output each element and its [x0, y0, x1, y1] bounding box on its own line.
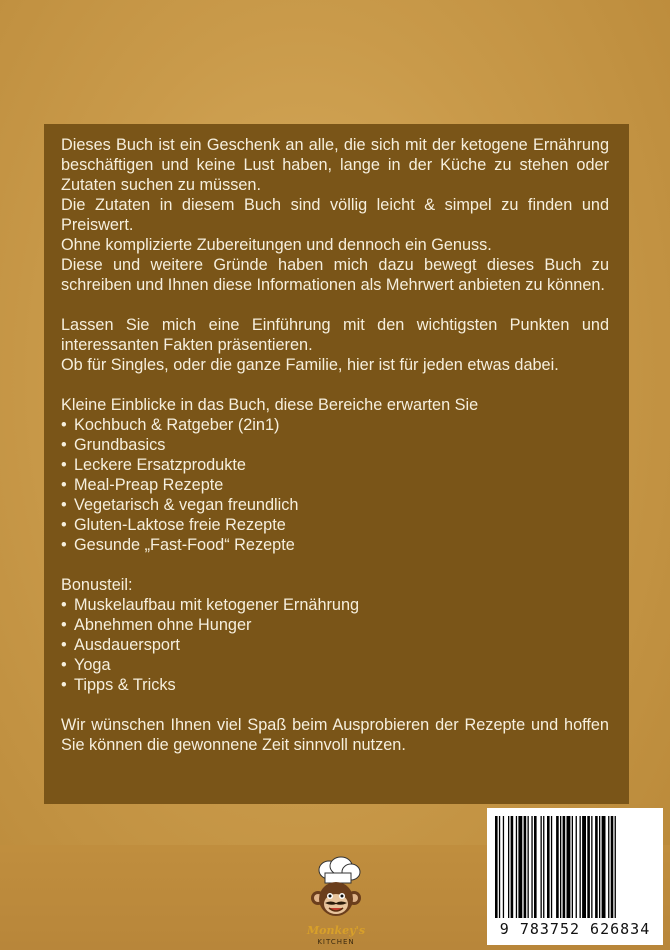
list-item: • Muskelaufbau mit ketogener Ernährung	[61, 596, 360, 614]
bonus-list	[61, 595, 609, 695]
bullet-icon: •	[61, 536, 67, 554]
back-cover-text	[61, 135, 609, 755]
intro-paragraph-4: Diese und weitere Gründe haben mich dazu bewegt dieses Buch zu schreiben und Ihnen diese Informationen als Mehrwert anbieten zu können.	[61, 256, 609, 294]
contents-heading: Kleine Einblicke in das Buch, diese Bereiche erwarten Sie	[61, 396, 479, 414]
list-item: • Tipps & Tricks	[61, 676, 176, 694]
bullet-icon: •	[61, 476, 67, 494]
list-item: • Gesunde „Fast-Food“ Rezepte	[61, 536, 295, 554]
list-item: • Abnehmen ohne Hunger	[61, 616, 252, 634]
bullet-icon: •	[61, 656, 67, 674]
intro-paragraph-2: Die Zutaten in diesem Buch sind völlig leicht & simpel zu finden und Preiswert.	[61, 196, 609, 234]
publisher-logo	[291, 856, 381, 948]
list-item: • Meal-Preap Rezepte	[61, 476, 224, 494]
bullet-icon: •	[61, 436, 67, 454]
intro2-paragraph-1: Lassen Sie mich eine Einführung mit den wichtigsten Punkten und interessanten Fakten präsentieren.	[61, 316, 609, 354]
bullet-icon: •	[61, 516, 67, 534]
chef-monkey-icon	[291, 856, 381, 926]
bullet-icon: •	[61, 456, 67, 474]
contents-list	[61, 415, 609, 555]
bullet-icon: •	[61, 416, 67, 434]
closing-paragraph: Wir wünschen Ihnen viel Spaß beim Ausprobieren der Rezepte und hoffen Sie können die gewonnene Zeit sinnvoll nutzen.	[61, 716, 609, 754]
list-item: • Leckere Ersatzprodukte	[61, 456, 246, 474]
isbn-number: 9 783752 626834	[499, 920, 651, 938]
list-item: • Gluten-Laktose freie Rezepte	[61, 516, 286, 534]
isbn-barcode	[487, 808, 663, 945]
bonus-heading: Bonusteil:	[61, 576, 133, 594]
intro-paragraph-1: Dieses Buch ist ein Geschenk an alle, die sich mit der ketogene Ernährung beschäftigen und keine Lust haben, lange in der Küche zu stehen oder Zutaten suchen zu müssen.	[61, 136, 609, 194]
bullet-icon: •	[61, 676, 67, 694]
bullet-icon: •	[61, 496, 67, 514]
list-item: • Grundbasics	[61, 436, 166, 454]
list-item: • Ausdauersport	[61, 636, 180, 654]
intro-paragraph-3: Ohne komplizierte Zubereitungen und dennoch ein Genuss.	[61, 236, 492, 254]
bullet-icon: •	[61, 616, 67, 634]
logo-subtitle: KITCHEN	[317, 938, 355, 946]
logo-name: Monkey's	[306, 924, 366, 937]
list-item: • Yoga	[61, 656, 111, 674]
bullet-icon: •	[61, 636, 67, 654]
list-item: • Vegetarisch & vegan freundlich	[61, 496, 299, 514]
list-item: • Kochbuch & Ratgeber (2in1)	[61, 416, 280, 434]
bullet-icon: •	[61, 596, 67, 614]
barcode-bars-icon	[495, 816, 655, 918]
intro2-paragraph-2: Ob für Singles, oder die ganze Familie, hier ist für jeden etwas dabei.	[61, 356, 559, 374]
